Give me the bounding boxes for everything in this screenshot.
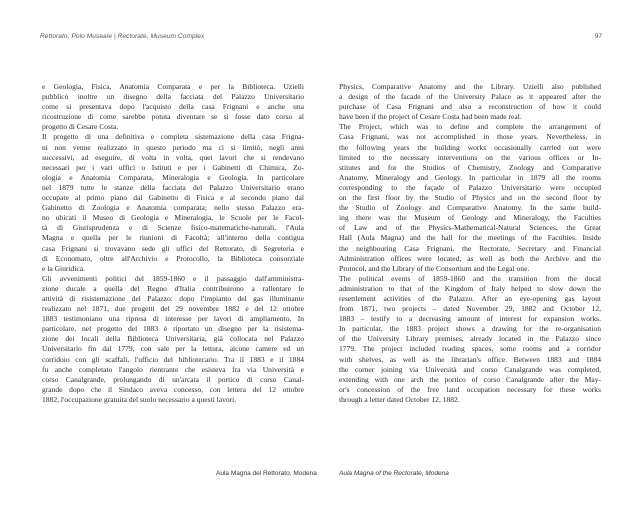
text-line: fu anche completato l'angolo rientrante che esisteva fra via Università e — [42, 364, 304, 374]
text-line: with shelves, as well as the librarian's office. Between 1883 and 1884 — [339, 354, 601, 364]
text-line: The Project, which was to define and complete the arrangement of — [339, 122, 601, 132]
text-line: a design of the facade of the University Palace as it appeared after the — [339, 92, 601, 102]
text-line: casa Frignani si trovavano sede gli uffici del Rettorato, di Segreteria e — [42, 243, 304, 253]
text-line: attività di risistemazione del Palazzo: dopo l'impianto del gas illuminante — [42, 293, 304, 303]
text-line: corso Canalgrande, prolungando di un'arcata il portico di corso Canal- — [42, 374, 304, 384]
text-line: Gli avvenimenti politici del 1859-1860 e il passaggio dall'amministra- — [42, 273, 304, 283]
text-line: 1883 testimoniano una ripresa di interesse per lavori di ampliamento. In — [42, 314, 304, 324]
text-line: 1882, l'occupazione gratuita del suolo necessario a questi lavori. — [42, 394, 237, 404]
text-line: corridoio con gli scaffali, l'ufficio del bibliotecario. Tra il 1883 e il 1884 — [42, 354, 304, 364]
text-line: corresponding to the façade of Palazzo Universitario were occupied — [339, 182, 601, 192]
text-line: zione dei locali della Biblioteca Universitaria, già collocata nel Palazzo — [42, 334, 304, 344]
english-caption: Aula Magna of the Rectorate, Modena — [339, 470, 449, 477]
text-line: Il progetto di una definitiva e completa sistemazione della casa Frigna- — [42, 132, 304, 142]
text-line: the corner joining via Università and corso Canalgrande was completed, — [339, 364, 601, 374]
text-line: purchase of Casa Frignani and also a reconstruction of how it could — [339, 102, 601, 112]
text-line: pubblicò inoltre un disegno della facciata del Palazzo Universitario — [42, 92, 304, 102]
text-line: come si presentava dopo l'acquisto della casa Frignani e anche una — [42, 102, 304, 112]
text-line: Administration offices were located, as well as both the Archive and the — [339, 253, 601, 263]
text-line: progetto di Cesare Costa. — [42, 122, 119, 132]
text-line: of the University Library premises, already located in the Palazzo since — [339, 334, 601, 344]
text-line: stitutes and for the Studios of Chemistry, Zoology and Comparative — [339, 162, 601, 172]
text-line: Anatomy, Mineralogy and Geology. In particular in 1879 all the rooms — [339, 172, 601, 182]
english-text-column — [339, 82, 601, 405]
italian-text-column — [42, 82, 304, 405]
text-line: or's concession of the free land occupation necessary for these works — [339, 384, 601, 394]
text-line: resettlement activities of the Palazzo. After an eye-opening gas layout — [339, 293, 601, 303]
text-line: Physics, Comparative Anatomy and the Library. Uzielli also published — [339, 82, 601, 91]
text-line: occupate al primo piano dal Gabinetto di Fisica e al secondo piano dal — [42, 193, 304, 203]
text-line: di Economato, oltre all'Archivio e Protocollo, la Biblioteca consorziale — [42, 253, 304, 263]
italian-caption: Aula Magna del Rettorato, Modena — [216, 470, 317, 477]
text-line: administration to that of the Kingdom of Italy helped to slow down the — [339, 283, 601, 293]
text-line: ologia e Anatomia Comparata, Mineralogia e Geologia. In particolare — [42, 172, 304, 182]
text-line: Magna e quella per le riunioni di Facoltà; all'interno della contigua — [42, 233, 304, 243]
text-line: extending with one arch the portico of corso Canalgrande after the May- — [339, 374, 601, 384]
text-line: zione ducale a quella del Regno d'Italia contribuirono a rallentare le — [42, 283, 304, 293]
text-line: In particular, the 1883 project shows a drawing for the re-organisation — [339, 324, 601, 334]
text-line: e la Giuridica. — [42, 263, 85, 273]
text-line: have been if the project of Cesare Costa had been made real. — [339, 112, 522, 122]
text-line: ing there was the Museum of Geology and Mineralogy, the Faculties — [339, 213, 601, 223]
text-line: Gabinetto di Zoologia e Anatomia comparata; nello stesso Palazzo era- — [42, 203, 304, 213]
text-line: of Law and of the Physics-Mathematical-Natural Sciences, the Great — [339, 223, 601, 233]
text-line: ricostruzione di come sarebbe potuta diventare se si fosse dato corso al — [42, 112, 304, 122]
text-line: The political events of 1859-1860 and the transition from the ducal — [339, 273, 601, 283]
text-line: tà di Giurisprudenza e di Scienze fisico-matematiche-naturali, l'Aula — [42, 223, 304, 233]
text-line: on the first floor by the Studio of Physics and on the second floor by — [339, 193, 601, 203]
text-line: realizzato nel 1871, due progetti del 29 novembre 1882 e del 12 ottobre — [42, 304, 304, 314]
text-line: grande dopo che il Sindaco aveva concesso, con lettera del 12 ottobre — [42, 384, 304, 394]
text-line: e Geologia, Fisica, Anatomia Comparata e per la Biblioteca. Uzielli — [42, 82, 304, 91]
text-line: from 1871, two projects – dated November 29, 1882 and October 12, — [339, 304, 601, 314]
page-number: 97 — [594, 33, 602, 40]
text-line: Universitario fin dal 1779, con sale per la lettura, alcune camere ed un — [42, 344, 304, 354]
text-line: Casa Frignani, was not accomplished in those years. Nevertheless, in — [339, 132, 601, 142]
text-line: successivi, ad eseguire, di volta in volta, quei lavori che si rendevano — [42, 152, 304, 162]
text-line: Hall (Aula Magna) and the hall for the meetings of the Faculties. Inside — [339, 233, 601, 243]
text-line: limited to the necessary interventions on the various offices or In- — [339, 152, 601, 162]
text-line: no ubicati il Museo di Geologia e Mineralogia, le Scuole per le Facol- — [42, 213, 304, 223]
text-line: 1779. The project included reading spaces, some rooms and a corridor — [339, 344, 601, 354]
text-line: through a letter dated October 12, 1882. — [339, 394, 460, 404]
text-line: Protocol, and the Library of the Consortium and the Legal one. — [339, 263, 530, 273]
text-line: 1883 – testify to a decreasing amount of interest for expansion works. — [339, 314, 601, 324]
text-line: particolare, nel progetto del 1883 è riportato un disegno per la risistema- — [42, 324, 304, 334]
running-head: Rettorato, Polo Museale | Rectorate, Museum Complex — [40, 33, 205, 40]
text-line: the Studio of Zoology and Comparative Anatomy. In the same build- — [339, 203, 601, 213]
text-line: necessari per i vari uffici o Istituti e per i Gabinetti di Chimica, Zo- — [42, 162, 304, 172]
text-line: the neighbouring Casa Frignani, the Rectorate, Secretary and Financial — [339, 243, 601, 253]
text-line: the following years the building works occasionally carried out were — [339, 142, 601, 152]
text-line: nel 1879 tutte le stanze della facciata del Palazzo Universitario erano — [42, 182, 304, 192]
text-line: ni non venne realizzato in questo periodo ma ci si limitò, negli anni — [42, 142, 304, 152]
